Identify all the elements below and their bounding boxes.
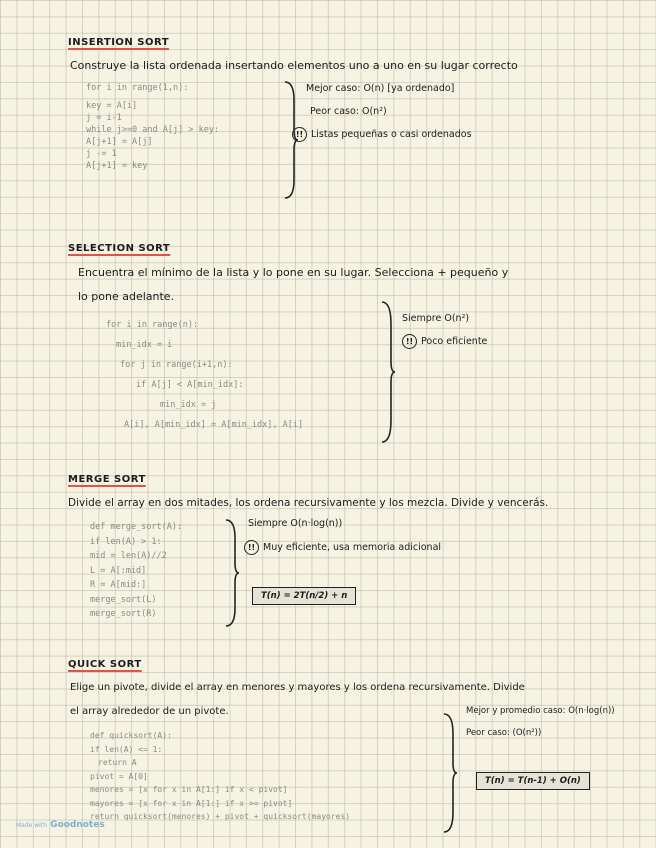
quick-sort-description-line1: Elige un pivote, divide el array en menores y mayores y los ordena recursivamente. Divide — [70, 682, 525, 693]
code-line: return quicksort(menores) + pivot + quicksort(mayores) — [90, 812, 351, 821]
merge-recurrence-box: T(n) = 2T(n/2) + n — [252, 587, 356, 605]
brace-icon — [224, 518, 240, 628]
code-line: mayores = [x for x in A[1:] if x >= pivot] — [90, 798, 293, 808]
selection-sort-code — [106, 315, 303, 435]
quick-sort-title: QUICK SORT — [68, 659, 142, 670]
code-line: def quicksort(A): — [90, 731, 172, 740]
code-line: if A[j] < A[min_idx]: — [136, 380, 244, 390]
code-line: A[j+1] = key — [86, 161, 148, 171]
code-line: key = A[i] — [86, 101, 138, 111]
warning-text: Muy eficiente, usa memoria adicional — [263, 542, 442, 553]
goodnotes-watermark — [16, 820, 105, 830]
quick-sort-code — [90, 729, 350, 824]
merge-complexity: Siempre O(n·log(n)) — [248, 518, 343, 529]
code-line: j -= 1 — [86, 149, 117, 159]
quick-recurrence-box: T(n) = T(n-1) + O(n) — [476, 772, 590, 790]
code-line: for i in range(1,n): — [86, 83, 189, 93]
insertion-sort-title: INSERTION SORT — [68, 37, 170, 48]
merge-sort-code — [90, 520, 182, 622]
selection-sort-description-line1: Encuentra el mínimo de la lista y lo pone en su lugar. Selecciona + pequeño y — [78, 266, 509, 279]
insertion-sort-code — [86, 82, 219, 172]
code-line: min_idx = j — [160, 400, 217, 410]
code-line: if len(A) <= 1: — [90, 744, 163, 754]
code-line: merge_sort(L) — [90, 594, 157, 605]
code-line: merge_sort(R) — [90, 609, 157, 619]
insertion-warning — [292, 127, 472, 142]
selection-sort-title: SELECTION SORT — [68, 243, 171, 254]
code-line: R = A[mid:] — [90, 580, 147, 590]
code-line: j = i-1 — [86, 113, 122, 123]
code-line: A[j+1] = A[j] — [86, 137, 153, 147]
code-line: while j>=0 and A[j] > key: — [86, 125, 220, 135]
code-line: menores = [x for x in A[1:] if x < pivot] — [90, 785, 288, 794]
code-line: mid = len(A)//2 — [90, 551, 167, 561]
code-line: def merge_sort(A): — [90, 522, 183, 532]
goodnotes-logo: Goodnotes — [50, 820, 105, 830]
code-line: A[i], A[min_idx] = A[min_idx], A[i] — [124, 420, 304, 430]
code-line: for i in range(n): — [106, 320, 199, 330]
code-line: pivot = A[0] — [90, 771, 148, 781]
warning-text: Poco eficiente — [421, 336, 488, 347]
insertion-best-case: Mejor caso: O(n) [ya ordenado] — [306, 83, 455, 94]
warning-text: Listas pequeñas o casi ordenados — [311, 129, 472, 140]
brace-icon — [380, 300, 396, 444]
selection-warning — [402, 334, 487, 349]
warning-icon: !! — [402, 334, 417, 349]
insertion-worst-case: Peor caso: O(n²) — [310, 106, 387, 117]
brace-icon — [442, 712, 458, 834]
merge-warning — [244, 540, 441, 555]
warning-icon: !! — [244, 540, 259, 555]
code-line: return A — [98, 758, 137, 767]
code-line: for j in range(i+1,n): — [120, 360, 233, 370]
selection-sort-description-line2: lo pone adelante. — [78, 290, 175, 303]
code-line: if len(A) > 1: — [90, 536, 162, 547]
merge-sort-title: MERGE SORT — [68, 474, 146, 485]
code-line: min_idx = i — [116, 340, 173, 350]
made-with-label: Made with — [16, 822, 47, 829]
insertion-sort-description: Construye la lista ordenada insertando elementos uno a uno en su lugar correcto — [70, 59, 518, 72]
quick-worst-case: Peor caso: (O(n²)) — [466, 728, 542, 738]
warning-icon: !! — [292, 127, 307, 142]
quick-sort-description-line2: el array alrededor de un pivote. — [70, 706, 229, 717]
quick-best-case: Mejor y promedio caso: O(n·log(n)) — [466, 706, 615, 716]
code-line: L = A[:mid] — [90, 565, 147, 576]
selection-complexity: Siempre O(n²) — [402, 313, 470, 324]
merge-sort-description: Divide el array en dos mitades, los ordena recursivamente y los mezcla. Divide y vencerás. — [68, 497, 549, 509]
